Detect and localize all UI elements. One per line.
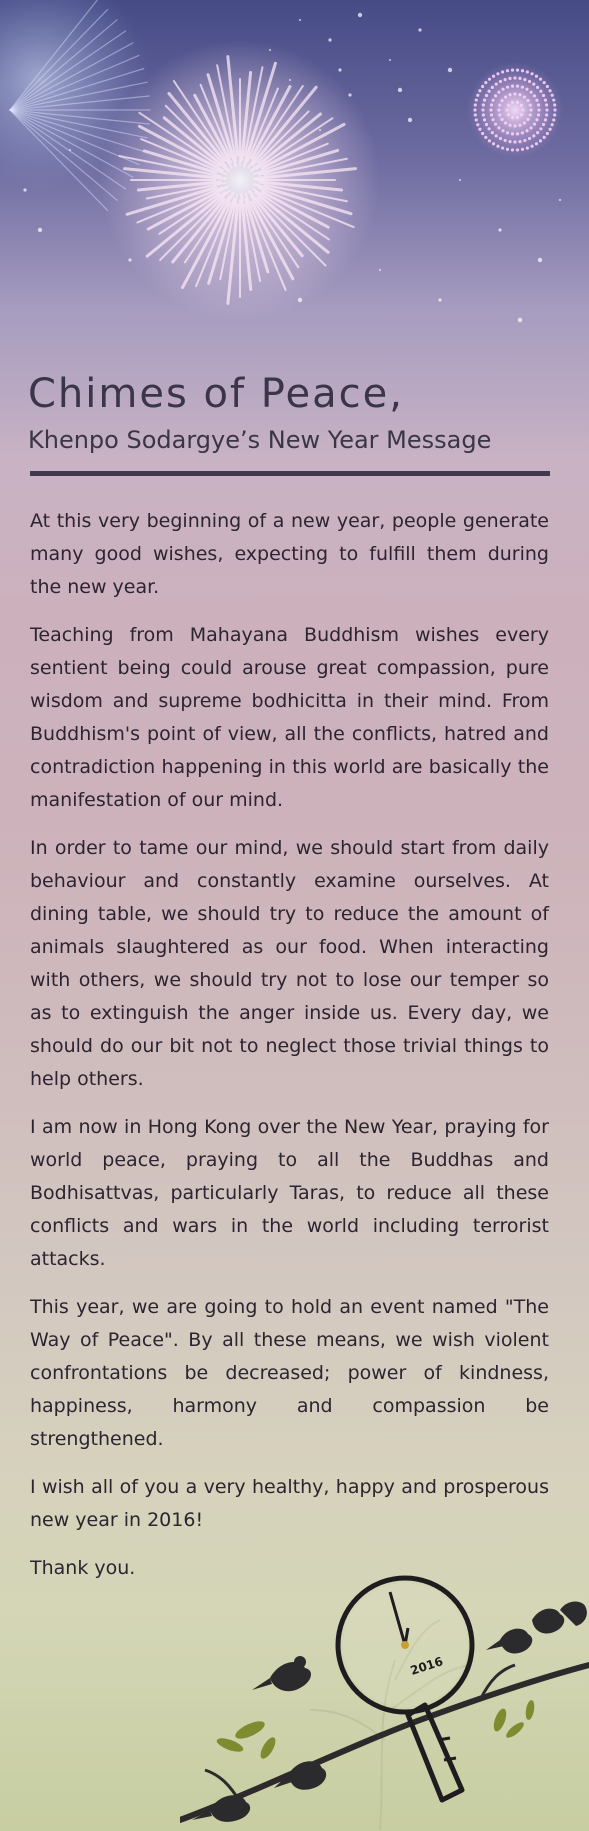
page-title: Chimes of Peace, <box>28 371 404 417</box>
closing-line: Thank you. <box>30 1557 136 1579</box>
clock-and-birds-illustration <box>180 1570 589 1831</box>
paragraph: Teaching from Mahayana Buddhism wishes every sentient being could arouse great compassion, pure wisdom and supreme bodhicitta in their mind. From Buddhism's point of view, all the conflicts, hatred and contradiction happening in this world are basically the manifestation of our mind. <box>30 624 549 811</box>
leaves <box>215 1699 536 1760</box>
paragraph: I am now in Hong Kong over the New Year, praying for world peace, praying to all the Buddhas and Bodhisattvas, particularly Taras, to reduce all these conflicts and wars in the world including terrorist attacks. <box>30 1116 549 1270</box>
fireworks-illustration <box>0 0 589 360</box>
paragraph: I wish all of you a very healthy, happy and prosperous new year in 2016! <box>30 1476 549 1531</box>
clock-icon <box>338 1578 472 1800</box>
message-body <box>30 505 549 1600</box>
page-subtitle: Khenpo Sodargye’s New Year Message <box>28 426 492 454</box>
paragraph: At this very beginning of a new year, people generate many good wishes, expecting to fulfill them during the new year. <box>30 510 549 598</box>
paragraph: In order to tame our mind, we should start from daily behaviour and constantly examine ourselves. At dining table, we should try to reduce the amount of animals slaughtered as our food. When interacting with others, we should try not to lose our temper so as to extinguish the anger inside us. Every day, we should do our bit not to neglect those trivial things to help others. <box>30 837 549 1090</box>
paragraph: This year, we are going to hold an event named "The Way of Peace". By all these means, we wish violent confrontations be decreased; power of kindness, happiness, harmony and compassion be strengthened. <box>30 1296 549 1450</box>
title-block <box>28 370 558 456</box>
title-divider <box>30 471 550 476</box>
clock-year-label: 2016 <box>408 1654 445 1678</box>
